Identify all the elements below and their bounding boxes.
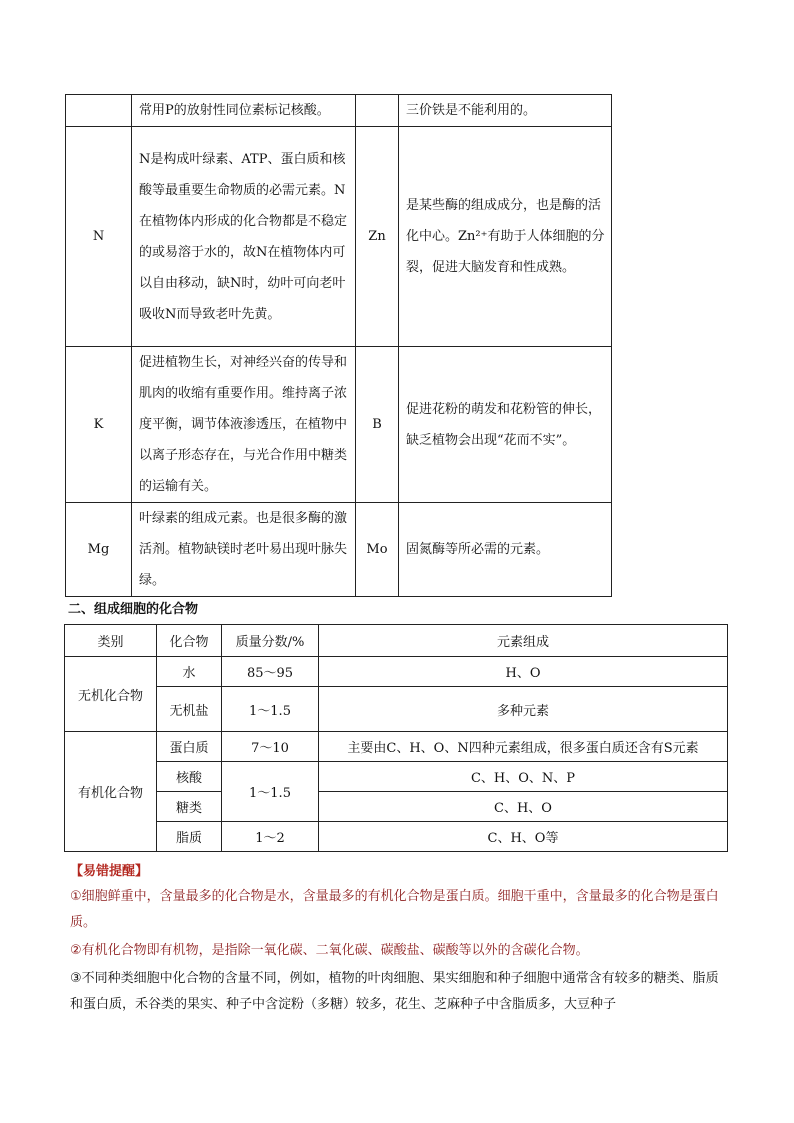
element-cell: Zn [356,127,399,347]
element-cell: K [66,347,132,503]
compound-cell: 糖类 [157,792,222,822]
elements-cell: 主要由C、H、O、N四种元素组成，很多蛋白质还含有S元素 [319,732,728,762]
table-row [65,732,728,762]
compound-cell: 水 [157,657,222,687]
column-header: 类别 [65,625,157,657]
section-heading: 二、组成细胞的化合物 [68,602,199,617]
function-cell: 促进植物生长，对神经兴奋的传导和肌肉的收缩有重要作用。维持离子浓度平衡，调节体液渗透压，在植物中以离子形态存在，与光合作用中糖类的运输有关。 [132,347,356,503]
element-cell [66,95,132,127]
table-row [66,127,612,347]
table-row [65,687,728,732]
table-row [65,657,728,687]
element-cell: N [66,127,132,347]
table-header-row [65,625,728,657]
elements-cell: C、H、O、N、P [319,762,728,792]
element-function-table [65,94,612,597]
column-header: 质量分数/% [222,625,319,657]
table-row [65,822,728,852]
tip-paragraph: ③不同种类细胞中化合物的含量不同，例如，植物的叶肉细胞、果实细胞和种子细胞中通常含有较多的糖类、脂质和蛋白质，禾谷类的果实、种子中含淀粉（多糖）较多，花生、芝麻种子中含脂质多，大豆种子 [70,971,719,1012]
category-cell: 无机化合物 [65,657,157,732]
percent-cell: 1～1.5 [222,687,319,732]
function-cell: 常用P的放射性同位素标记核酸。 [132,95,356,127]
element-cell [356,95,399,127]
function-cell: 固氮酶等所必需的元素。 [399,503,612,597]
tip-paragraph: ②有机化合物即有机物，是指除一氧化碳、二氧化碳、碳酸盐、碳酸等以外的含碳化合物。 [70,943,589,958]
table-row [66,503,612,597]
elements-cell: C、H、O等 [319,822,728,852]
tip-paragraph: ①细胞鲜重中，含量最多的化合物是水，含量最多的有机化合物是蛋白质。细胞干重中，含量最多的化合物是蛋白质。 [70,889,719,930]
tips-heading: 【易错提醒】 [70,864,149,879]
compound-cell: 核酸 [157,762,222,792]
column-header: 化合物 [157,625,222,657]
function-cell: N是构成叶绿素、ATP、蛋白质和核酸等最重要生命物质的必需元素。N在植物体内形成的化合物都是不稳定的或易溶于水的，故N在植物体内可以自由移动，缺N时，幼叶可向老叶吸收N而导致老叶先黄。 [132,127,356,347]
compound-table [64,624,728,852]
table-row [66,347,612,503]
compound-cell: 脂质 [157,822,222,852]
percent-cell: 1～1.5 [222,762,319,822]
element-cell: Mg [66,503,132,597]
element-cell: Mo [356,503,399,597]
table-row [65,762,728,792]
function-cell: 促进花粉的萌发和花粉管的伸长，缺乏植物会出现“花而不实”。 [399,347,612,503]
elements-cell: 多种元素 [319,687,728,732]
percent-cell: 7～10 [222,732,319,762]
compound-cell: 无机盐 [157,687,222,732]
category-cell: 有机化合物 [65,732,157,852]
element-cell: B [356,347,399,503]
elements-cell: H、O [319,657,728,687]
elements-cell: C、H、O [319,792,728,822]
table-row [66,95,612,127]
function-cell: 是某些酶的组成成分，也是酶的活化中心。Zn²⁺有助于人体细胞的分裂，促进大脑发育和性成熟。 [399,127,612,347]
percent-cell: 1～2 [222,822,319,852]
function-cell: 三价铁是不能利用的。 [399,95,612,127]
table-row [65,792,728,822]
column-header: 元素组成 [319,625,728,657]
compound-cell: 蛋白质 [157,732,222,762]
function-cell: 叶绿素的组成元素。也是很多酶的激活剂。植物缺镁时老叶易出现叶脉失绿。 [132,503,356,597]
percent-cell: 85～95 [222,657,319,687]
